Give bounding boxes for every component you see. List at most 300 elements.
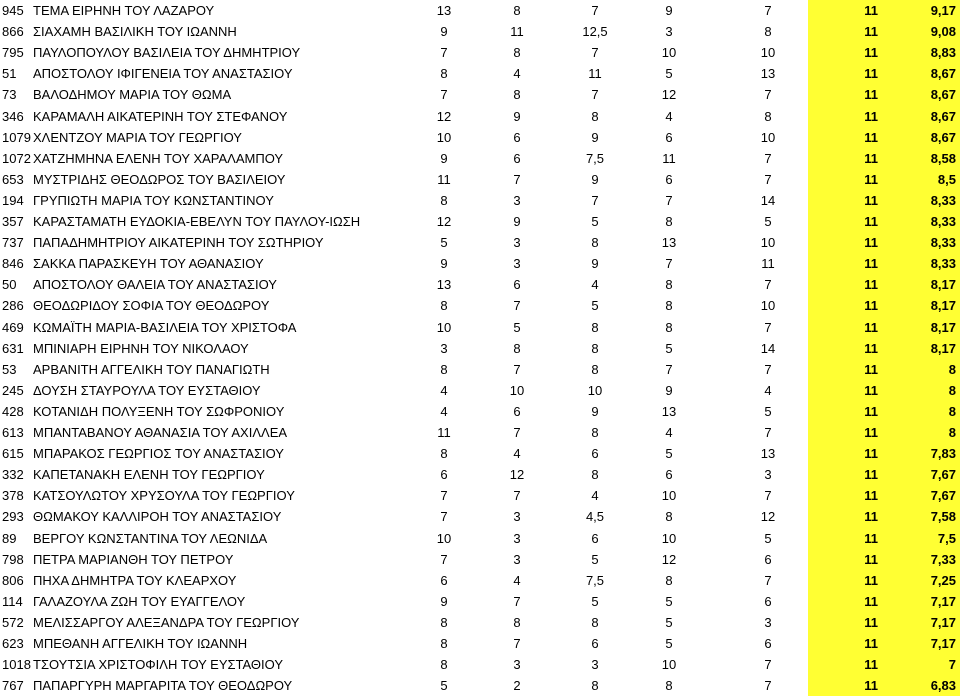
cell-name[interactable]: ΚΑΡΑΣΤΑΜΑΤΗ ΕΥΔΟΚΙΑ-ΕΒΕΛΥΝ ΤΟΥ ΠΑΥΛΟΥ-ΙΩΣΗ <box>33 214 361 229</box>
cell-f[interactable]: 11 <box>808 654 878 675</box>
cell-id[interactable]: 623 <box>2 636 24 651</box>
cell-e[interactable]: 14 <box>760 192 776 208</box>
cell-d[interactable]: 10 <box>661 657 677 673</box>
cell-e[interactable]: 10 <box>760 298 776 314</box>
cell-name[interactable]: ΠΗΧΑ ΔΗΜΗΤΡΑ ΤΟΥ ΚΛΕΑΡΧΟΥ <box>33 572 237 588</box>
table-row <box>0 464 960 485</box>
cell-a[interactable]: 10 <box>436 319 452 335</box>
cell-g[interactable]: 8 <box>878 380 960 401</box>
cell-g[interactable]: 8,33 <box>878 232 960 253</box>
cell-a[interactable]: 4 <box>440 403 448 419</box>
cell-id[interactable]: 572 <box>2 614 24 630</box>
cell-d[interactable]: 10 <box>661 530 677 546</box>
cell-b[interactable]: 6 <box>513 150 521 166</box>
cell-f[interactable]: 11 <box>808 232 878 253</box>
cell-g[interactable]: 7,67 <box>878 464 960 485</box>
cell-g[interactable]: 7,17 <box>878 633 960 654</box>
cell-b[interactable]: 9 <box>513 214 521 229</box>
cell-a[interactable]: 8 <box>440 192 448 208</box>
cell-b[interactable]: 7 <box>513 361 521 377</box>
cell-d[interactable]: 7 <box>665 256 673 272</box>
cell-name[interactable]: ΧΛΕΝΤΖΟΥ ΜΑΡΙΑ ΤΟΥ ΓΕΩΡΓΙΟΥ <box>33 129 242 145</box>
cell-name[interactable]: ΜΠΑΡΑΚΟΣ ΓΕΩΡΓΙΟΣ ΤΟΥ ΑΝΑΣΤΑΣΙΟΥ <box>33 446 284 462</box>
cell-g[interactable]: 8,5 <box>878 169 960 190</box>
cell-g[interactable]: 8,33 <box>878 253 960 274</box>
cell-name[interactable]: ΓΑΛΑΖΟΥΛΑ ΖΩΗ ΤΟΥ ΕΥΑΓΓΕΛΟΥ <box>33 593 246 609</box>
cell-d[interactable]: 8 <box>665 214 673 229</box>
cell-c[interactable]: 8 <box>591 678 599 694</box>
cell-c[interactable]: 6 <box>591 446 599 462</box>
cell-id[interactable]: 51 <box>2 66 17 82</box>
cell-a[interactable]: 6 <box>440 467 448 483</box>
cell-g[interactable]: 8,83 <box>878 42 960 63</box>
cell-b[interactable]: 5 <box>513 319 521 335</box>
cell-name[interactable]: ΠΑΠΑΡΓΥΡΗ ΜΑΡΓΑΡΙΤΑ ΤΟΥ ΘΕΟΔΩΡΟΥ <box>33 678 293 694</box>
cell-a[interactable]: 8 <box>440 636 448 651</box>
cell-e[interactable]: 13 <box>760 446 776 462</box>
cell-name[interactable]: ΘΕΟΔΩΡΙΔΟΥ ΣΟΦΙΑ ΤΟΥ ΘΕΟΔΩΡΟΥ <box>33 298 270 314</box>
cell-g[interactable]: 6,83 <box>878 675 960 696</box>
cell-id[interactable]: 631 <box>2 340 24 356</box>
cell-e[interactable]: 7 <box>764 87 772 103</box>
cell-e[interactable]: 14 <box>760 340 776 356</box>
cell-a[interactable]: 7 <box>440 509 448 525</box>
cell-id[interactable]: 846 <box>2 256 24 272</box>
cell-id[interactable]: 1018 <box>2 657 31 673</box>
cell-b[interactable]: 7 <box>513 593 521 609</box>
cell-c[interactable]: 7 <box>591 3 599 18</box>
cell-g[interactable]: 7,25 <box>878 570 960 591</box>
cell-c[interactable]: 9 <box>591 129 599 145</box>
cell-b[interactable]: 8 <box>513 340 521 356</box>
cell-a[interactable]: 12 <box>436 108 452 124</box>
cell-d[interactable]: 5 <box>665 593 673 609</box>
cell-c[interactable]: 4 <box>591 277 599 293</box>
cell-f[interactable]: 11 <box>808 106 878 127</box>
cell-b[interactable]: 8 <box>513 3 521 18</box>
cell-c[interactable]: 11 <box>588 66 602 82</box>
cell-g[interactable]: 7 <box>878 654 960 675</box>
cell-b[interactable]: 3 <box>513 530 521 546</box>
cell-e[interactable]: 6 <box>764 636 772 651</box>
cell-e[interactable]: 3 <box>764 467 772 483</box>
cell-f[interactable]: 11 <box>808 63 878 84</box>
cell-g[interactable]: 9,17 <box>878 0 960 21</box>
cell-a[interactable]: 8 <box>440 361 448 377</box>
cell-c[interactable]: 7,5 <box>585 150 605 166</box>
cell-a[interactable]: 9 <box>440 593 448 609</box>
cell-name[interactable]: ΒΑΛΟΔΗΜΟΥ ΜΑΡΙΑ ΤΟΥ ΘΩΜΑ <box>33 87 232 103</box>
cell-c[interactable]: 8 <box>591 319 599 335</box>
cell-f[interactable]: 11 <box>808 127 878 148</box>
cell-c[interactable]: 5 <box>591 551 599 567</box>
cell-a[interactable]: 3 <box>440 340 448 356</box>
cell-g[interactable]: 8,67 <box>878 106 960 127</box>
cell-d[interactable]: 8 <box>665 319 673 335</box>
cell-f[interactable]: 11 <box>808 422 878 443</box>
cell-g[interactable]: 8,67 <box>878 127 960 148</box>
cell-d[interactable]: 5 <box>665 446 673 462</box>
cell-d[interactable]: 13 <box>661 403 677 419</box>
cell-b[interactable]: 7 <box>513 488 521 504</box>
cell-f[interactable]: 11 <box>808 21 878 42</box>
cell-f[interactable]: 11 <box>808 148 878 169</box>
cell-e[interactable]: 7 <box>764 171 772 187</box>
cell-name[interactable]: ΚΟΤΑΝΙΔΗ ΠΟΛΥΞΕΝΗ ΤΟΥ ΣΩΦΡΟΝΙΟΥ <box>33 403 285 419</box>
cell-e[interactable]: 4 <box>764 382 772 398</box>
cell-a[interactable]: 13 <box>436 277 452 293</box>
cell-id[interactable]: 615 <box>2 446 24 462</box>
cell-e[interactable]: 12 <box>760 509 776 525</box>
cell-f[interactable]: 11 <box>808 528 878 549</box>
cell-g[interactable]: 8,67 <box>878 84 960 105</box>
cell-name[interactable]: ΜΥΣΤΡΙΔΗΣ ΘΕΟΔΩΡΟΣ ΤΟΥ ΒΑΣΙΛΕΙΟΥ <box>33 171 286 187</box>
cell-g[interactable]: 7,17 <box>878 612 960 633</box>
cell-c[interactable]: 9 <box>591 256 599 272</box>
cell-f[interactable]: 11 <box>808 570 878 591</box>
cell-name[interactable]: ΑΠΟΣΤΟΛΟΥ ΙΦΙΓΕΝΕΙΑ ΤΟΥ ΑΝΑΣΤΑΣΙΟΥ <box>33 66 293 82</box>
cell-a[interactable]: 13 <box>436 3 452 18</box>
cell-d[interactable]: 4 <box>665 108 673 124</box>
cell-name[interactable]: ΓΡΥΠΙΩΤΗ ΜΑΡΙΑ ΤΟΥ ΚΩΝΣΤΑΝΤΙΝΟΥ <box>33 192 274 208</box>
cell-id[interactable]: 114 <box>2 593 23 609</box>
cell-a[interactable]: 8 <box>440 657 448 673</box>
cell-id[interactable]: 866 <box>2 24 24 40</box>
cell-e[interactable]: 11 <box>761 256 775 272</box>
cell-f[interactable]: 11 <box>808 274 878 295</box>
cell-f[interactable]: 11 <box>808 359 878 380</box>
cell-c[interactable]: 6 <box>591 530 599 546</box>
cell-a[interactable]: 7 <box>440 45 448 61</box>
cell-d[interactable]: 11 <box>662 150 676 166</box>
cell-e[interactable]: 5 <box>764 214 772 229</box>
cell-name[interactable]: ΚΑΠΕΤΑΝΑΚΗ ΕΛΕΝΗ ΤΟΥ ΓΕΩΡΓΙΟΥ <box>33 467 265 483</box>
cell-c[interactable]: 8 <box>591 235 599 251</box>
cell-g[interactable]: 7,5 <box>878 528 960 549</box>
cell-e[interactable]: 10 <box>760 129 776 145</box>
cell-g[interactable]: 8,17 <box>878 274 960 295</box>
cell-e[interactable]: 7 <box>764 488 772 504</box>
cell-e[interactable]: 8 <box>764 24 772 40</box>
cell-b[interactable]: 12 <box>509 467 525 483</box>
cell-id[interactable]: 286 <box>2 298 24 314</box>
cell-g[interactable]: 8 <box>878 359 960 380</box>
cell-id[interactable]: 653 <box>2 171 24 187</box>
cell-g[interactable]: 8,33 <box>878 190 960 211</box>
cell-f[interactable]: 11 <box>808 211 878 232</box>
cell-d[interactable]: 8 <box>665 298 673 314</box>
cell-b[interactable]: 3 <box>513 657 521 673</box>
cell-name[interactable]: ΜΠΕΘΑΝΗ ΑΓΓΕΛΙΚΗ ΤΟΥ ΙΩΑΝΝΗ <box>33 636 248 651</box>
cell-f[interactable]: 11 <box>808 401 878 422</box>
cell-b[interactable]: 4 <box>513 66 521 82</box>
cell-g[interactable]: 9,08 <box>878 21 960 42</box>
cell-g[interactable]: 8,17 <box>878 338 960 359</box>
cell-f[interactable]: 11 <box>808 295 878 316</box>
cell-d[interactable]: 8 <box>665 277 673 293</box>
cell-d[interactable]: 6 <box>665 171 673 187</box>
cell-id[interactable]: 357 <box>2 214 24 229</box>
cell-id[interactable]: 73 <box>2 87 17 103</box>
cell-name[interactable]: ΚΩΜΑΪΤΗ ΜΑΡΙΑ-ΒΑΣΙΛΕΙΑ ΤΟΥ ΧΡΙΣΤΟΦΑ <box>33 319 297 335</box>
cell-e[interactable]: 7 <box>764 678 772 694</box>
cell-b[interactable]: 2 <box>513 678 521 694</box>
cell-d[interactable]: 12 <box>661 551 677 567</box>
cell-e[interactable]: 8 <box>764 108 772 124</box>
cell-a[interactable]: 11 <box>437 171 451 187</box>
cell-d[interactable]: 13 <box>661 235 677 251</box>
cell-b[interactable]: 3 <box>513 235 521 251</box>
cell-d[interactable]: 8 <box>665 509 673 525</box>
cell-id[interactable]: 245 <box>2 382 24 398</box>
cell-f[interactable]: 11 <box>808 0 878 21</box>
cell-f[interactable]: 11 <box>808 338 878 359</box>
cell-name[interactable]: ΠΕΤΡΑ ΜΑΡΙΑΝΘΗ ΤΟΥ ΠΕΤΡΟΥ <box>33 551 234 567</box>
cell-id[interactable]: 613 <box>2 425 24 440</box>
cell-a[interactable]: 7 <box>440 87 448 103</box>
cell-name[interactable]: ΜΠΑΝΤΑΒΑΝΟΥ ΑΘΑΝΑΣΙΑ ΤΟΥ ΑΧΙΛΛΕΑ <box>33 425 288 440</box>
cell-e[interactable]: 7 <box>764 319 772 335</box>
cell-b[interactable]: 9 <box>513 108 521 124</box>
cell-d[interactable]: 6 <box>665 467 673 483</box>
cell-e[interactable]: 7 <box>764 277 772 293</box>
cell-id[interactable]: 469 <box>2 319 24 335</box>
cell-c[interactable]: 7 <box>591 45 599 61</box>
cell-f[interactable]: 11 <box>808 591 878 612</box>
cell-name[interactable]: ΒΕΡΓΟΥ ΚΩΝΣΤΑΝΤΙΝΑ ΤΟΥ ΛΕΩΝΙΔΑ <box>33 530 268 546</box>
cell-e[interactable]: 7 <box>764 572 772 588</box>
cell-a[interactable]: 9 <box>440 24 448 40</box>
cell-a[interactable]: 9 <box>440 256 448 272</box>
cell-c[interactable]: 5 <box>591 593 599 609</box>
cell-a[interactable]: 12 <box>436 214 452 229</box>
cell-d[interactable]: 6 <box>665 129 673 145</box>
cell-c[interactable]: 8 <box>591 425 599 440</box>
cell-b[interactable]: 3 <box>513 256 521 272</box>
cell-f[interactable]: 11 <box>808 380 878 401</box>
cell-b[interactable]: 8 <box>513 87 521 103</box>
cell-d[interactable]: 10 <box>661 45 677 61</box>
cell-name[interactable]: ΘΩΜΑΚΟΥ ΚΑΛΛΙΡΟΗ ΤΟΥ ΑΝΑΣΤΑΣΙΟΥ <box>33 509 282 525</box>
cell-id[interactable]: 293 <box>2 509 24 525</box>
cell-e[interactable]: 6 <box>764 593 772 609</box>
cell-c[interactable]: 5 <box>591 214 599 229</box>
cell-g[interactable]: 8,67 <box>878 63 960 84</box>
cell-c[interactable]: 8 <box>591 467 599 483</box>
cell-f[interactable]: 11 <box>808 443 878 464</box>
cell-id[interactable]: 1072 <box>2 150 31 166</box>
cell-g[interactable]: 8,33 <box>878 211 960 232</box>
cell-e[interactable]: 7 <box>764 150 772 166</box>
cell-a[interactable]: 8 <box>440 446 448 462</box>
cell-d[interactable]: 3 <box>665 24 673 40</box>
table-row <box>0 549 960 570</box>
cell-d[interactable]: 5 <box>665 614 673 630</box>
cell-a[interactable]: 4 <box>440 382 448 398</box>
cell-id[interactable]: 806 <box>2 572 24 588</box>
cell-d[interactable]: 4 <box>665 425 673 440</box>
cell-d[interactable]: 5 <box>665 66 673 82</box>
cell-name[interactable]: ΚΑΡΑΜΑΛΗ ΑΙΚΑΤΕΡΙΝΗ ΤΟΥ ΣΤΕΦΑΝΟΥ <box>33 108 288 124</box>
cell-g[interactable]: 8 <box>878 401 960 422</box>
cell-c[interactable]: 3 <box>591 657 599 673</box>
cell-b[interactable]: 3 <box>513 551 521 567</box>
cell-g[interactable]: 7,67 <box>878 485 960 506</box>
cell-b[interactable]: 7 <box>513 636 521 651</box>
cell-c[interactable]: 10 <box>587 382 603 398</box>
cell-d[interactable]: 7 <box>665 361 673 377</box>
cell-b[interactable]: 4 <box>513 572 521 588</box>
cell-id[interactable]: 89 <box>2 530 17 546</box>
cell-id[interactable]: 346 <box>2 108 24 124</box>
cell-c[interactable]: 8 <box>591 361 599 377</box>
cell-a[interactable]: 7 <box>440 551 448 567</box>
cell-c[interactable]: 8 <box>591 614 599 630</box>
table-row <box>0 232 960 253</box>
cell-a[interactable]: 6 <box>440 572 448 588</box>
cell-b[interactable]: 10 <box>509 382 525 398</box>
cell-a[interactable]: 5 <box>440 235 448 251</box>
cell-f[interactable]: 11 <box>808 675 878 696</box>
cell-e[interactable]: 3 <box>764 614 772 630</box>
cell-name[interactable]: ΔΟΥΣΗ ΣΤΑΥΡΟΥΛΑ ΤΟΥ ΕΥΣΤΑΘΙΟΥ <box>33 382 261 398</box>
cell-name[interactable]: ΧΑΤΖΗΜΗΝΑ ΕΛΕΝΗ ΤΟΥ ΧΑΡΑΛΑΜΠΟΥ <box>33 150 284 166</box>
cell-g[interactable]: 8 <box>878 422 960 443</box>
cell-d[interactable]: 5 <box>665 636 673 651</box>
cell-g[interactable]: 7,83 <box>878 443 960 464</box>
cell-f[interactable]: 11 <box>808 464 878 485</box>
cell-b[interactable]: 6 <box>513 277 521 293</box>
cell-d[interactable]: 9 <box>665 3 673 18</box>
cell-d[interactable]: 12 <box>661 87 677 103</box>
cell-c[interactable]: 5 <box>591 298 599 314</box>
cell-e[interactable]: 7 <box>764 657 772 673</box>
cell-f[interactable]: 11 <box>808 612 878 633</box>
cell-e[interactable]: 10 <box>760 45 776 61</box>
cell-id[interactable]: 378 <box>2 488 24 504</box>
cell-name[interactable]: ΣΑΚΚΑ ΠΑΡΑΣΚΕΥΗ ΤΟΥ ΑΘΑΝΑΣΙΟΥ <box>33 256 264 272</box>
cell-c[interactable]: 4,5 <box>585 509 605 525</box>
cell-b[interactable]: 7 <box>513 425 521 440</box>
cell-f[interactable]: 11 <box>808 633 878 654</box>
cell-name[interactable]: ΑΠΟΣΤΟΛΟΥ ΘΑΛΕΙΑ ΤΟΥ ΑΝΑΣΤΑΣΙΟΥ <box>33 277 277 293</box>
cell-e[interactable]: 10 <box>760 235 776 251</box>
cell-b[interactable]: 7 <box>513 298 521 314</box>
cell-id[interactable]: 737 <box>2 235 24 251</box>
cell-a[interactable]: 10 <box>436 129 452 145</box>
cell-g[interactable]: 7,33 <box>878 549 960 570</box>
cell-id[interactable]: 767 <box>2 678 24 694</box>
cell-a[interactable]: 11 <box>437 425 451 440</box>
cell-g[interactable]: 8,58 <box>878 148 960 169</box>
cell-f[interactable]: 11 <box>808 42 878 63</box>
cell-g[interactable]: 7,17 <box>878 591 960 612</box>
cell-name[interactable]: ΤΕΜΑ ΕΙΡΗΝΗ ΤΟΥ ΛΑΖΑΡΟΥ <box>33 3 215 18</box>
cell-name[interactable]: ΣΙΑΧΑΜΗ ΒΑΣΙΛΙΚΗ ΤΟΥ ΙΩΑΝΝΗ <box>33 24 237 40</box>
cell-e[interactable]: 7 <box>764 3 772 18</box>
cell-e[interactable]: 6 <box>764 551 772 567</box>
cell-c[interactable]: 7 <box>591 192 599 208</box>
cell-name[interactable]: ΠΑΠΑΔΗΜΗΤΡΙΟΥ ΑΙΚΑΤΕΡΙΝΗ ΤΟΥ ΣΩΤΗΡΙΟΥ <box>33 235 324 251</box>
cell-d[interactable]: 10 <box>661 488 677 504</box>
cell-id[interactable]: 798 <box>2 551 24 567</box>
cell-c[interactable]: 6 <box>591 636 599 651</box>
cell-id[interactable]: 53 <box>2 361 17 377</box>
cell-a[interactable]: 8 <box>440 614 448 630</box>
cell-c[interactable]: 12,5 <box>582 24 608 40</box>
cell-d[interactable]: 8 <box>665 678 673 694</box>
cell-a[interactable]: 5 <box>440 678 448 694</box>
cell-b[interactable]: 3 <box>513 509 521 525</box>
cell-d[interactable]: 7 <box>665 192 673 208</box>
cell-b[interactable]: 4 <box>513 446 521 462</box>
cell-name[interactable]: ΜΠΙΝΙΑΡΗ ΕΙΡΗΝΗ ΤΟΥ ΝΙΚΟΛΑΟΥ <box>33 340 249 356</box>
cell-b[interactable]: 8 <box>513 614 521 630</box>
cell-name[interactable]: ΤΣΟΥΤΣΙΑ ΧΡΙΣΤΟΦΙΛΗ ΤΟΥ ΕΥΣΤΑΘΙΟΥ <box>33 657 284 673</box>
cell-c[interactable]: 7,5 <box>585 572 605 588</box>
cell-f[interactable]: 11 <box>808 169 878 190</box>
cell-id[interactable]: 945 <box>2 3 24 18</box>
cell-f[interactable]: 11 <box>808 190 878 211</box>
cell-id[interactable]: 1079 <box>2 129 31 145</box>
cell-e[interactable]: 13 <box>760 66 776 82</box>
cell-b[interactable]: 7 <box>513 171 521 187</box>
cell-a[interactable]: 10 <box>436 530 452 546</box>
cell-f[interactable]: 11 <box>808 506 878 527</box>
cell-name[interactable]: ΚΑΤΣΟΥΛΩΤΟΥ ΧΡΥΣΟΥΛΑ ΤΟΥ ΓΕΩΡΓΙΟΥ <box>33 488 295 504</box>
cell-f[interactable]: 11 <box>808 84 878 105</box>
cell-g[interactable]: 8,17 <box>878 317 960 338</box>
cell-id[interactable]: 194 <box>2 192 24 208</box>
cell-f[interactable]: 11 <box>808 317 878 338</box>
cell-f[interactable]: 11 <box>808 549 878 570</box>
cell-a[interactable]: 8 <box>440 298 448 314</box>
cell-id[interactable]: 795 <box>2 45 24 61</box>
cell-id[interactable]: 50 <box>2 277 17 293</box>
cell-e[interactable]: 7 <box>764 425 772 440</box>
cell-c[interactable]: 8 <box>591 108 599 124</box>
cell-g[interactable]: 8,17 <box>878 295 960 316</box>
cell-e[interactable]: 7 <box>764 361 772 377</box>
cell-a[interactable]: 8 <box>440 66 448 82</box>
cell-d[interactable]: 5 <box>665 340 673 356</box>
cell-c[interactable]: 9 <box>591 171 599 187</box>
cell-id[interactable]: 428 <box>2 403 24 419</box>
cell-c[interactable]: 4 <box>591 488 599 504</box>
cell-b[interactable]: 3 <box>513 192 521 208</box>
cell-c[interactable]: 9 <box>591 403 599 419</box>
cell-name[interactable]: ΑΡΒΑΝΙΤΗ ΑΓΓΕΛΙΚΗ ΤΟΥ ΠΑΝΑΓΙΩΤΗ <box>33 361 270 377</box>
cell-name[interactable]: ΜΕΛΙΣΣΑΡΓΟΥ ΑΛΕΞΑΝΔΡΑ ΤΟΥ ΓΕΩΡΓΙΟΥ <box>33 614 300 630</box>
cell-b[interactable]: 11 <box>510 24 524 40</box>
cell-d[interactable]: 8 <box>665 572 673 588</box>
cell-b[interactable]: 6 <box>513 403 521 419</box>
cell-g[interactable]: 7,58 <box>878 506 960 527</box>
cell-a[interactable]: 9 <box>440 150 448 166</box>
cell-b[interactable]: 6 <box>513 129 521 145</box>
cell-f[interactable]: 11 <box>808 485 878 506</box>
cell-c[interactable]: 8 <box>591 340 599 356</box>
cell-c[interactable]: 7 <box>591 87 599 103</box>
cell-id[interactable]: 332 <box>2 467 24 483</box>
cell-d[interactable]: 9 <box>665 382 673 398</box>
cell-b[interactable]: 8 <box>513 45 521 61</box>
cell-a[interactable]: 7 <box>440 488 448 504</box>
cell-e[interactable]: 5 <box>764 403 772 419</box>
cell-name[interactable]: ΠΑΥΛΟΠΟΥΛΟΥ ΒΑΣΙΛΕΙΑ ΤΟΥ ΔΗΜΗΤΡΙΟΥ <box>33 45 301 61</box>
cell-e[interactable]: 5 <box>764 530 772 546</box>
cell-f[interactable]: 11 <box>808 253 878 274</box>
